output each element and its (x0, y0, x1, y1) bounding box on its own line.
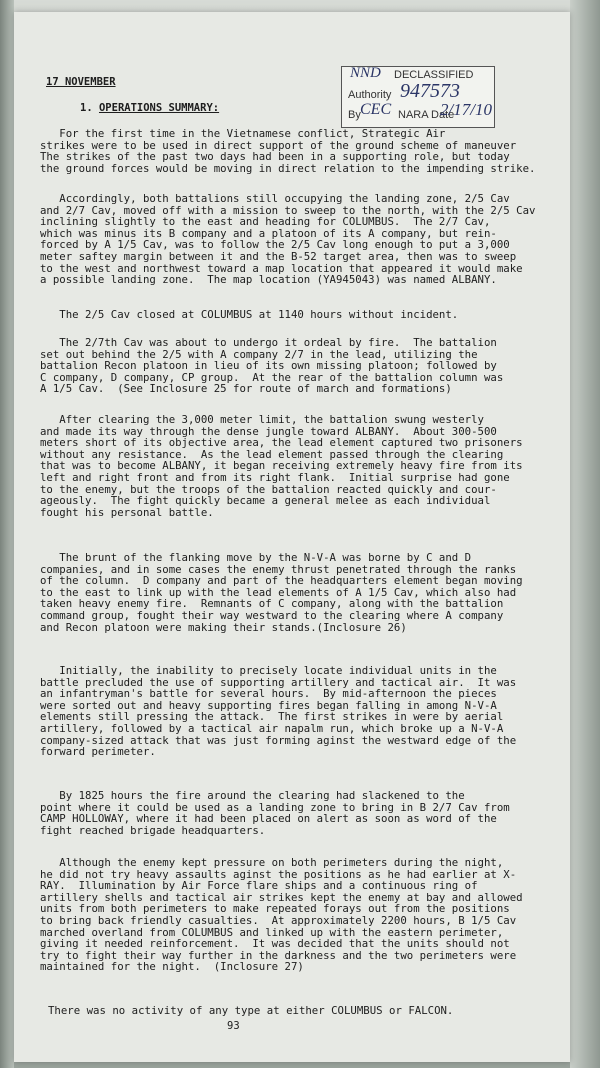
scan-background-right-edge (570, 0, 600, 1068)
paragraph-albany-contact: After clearing the 3,000 meter limit, the battalion swung westerly and made its way through the dense jungle toward ALBANY. About 300-500 meters short of its objective area, the lead element captured two prisoners without any resistance. As the lead element passed through the clearing that was to become ALBANY, it began receiving extremely heavy fire from its left and right front and from its right flank. Initial surprise had gone to the enemy, but the troops of the battalion reacted quickly and cour- ageously. The fight quickly became a general melee as each individual fought his personal battle. (40, 413, 523, 519)
page-number: 93 (227, 1020, 240, 1032)
stamp-by-label: By (348, 109, 361, 121)
section-number: 1. (80, 102, 93, 114)
section-heading (80, 102, 219, 114)
stamp-declassified-label: DECLASSIFIED (394, 69, 474, 81)
paragraph-no-activity: There was no activity of any type at either COLUMBUS or FALCON. (48, 1004, 454, 1017)
paragraph-night-perimeters: Although the enemy kept pressure on both perimeters during the night, he did not try heavy assaults aginst the positions as he had earlier at X- RAY. Illumination by Air Force flare ships and a continuous ring of artillery shells and tactical air strikes kept the enemy at bay and allowed units from both perimeters to make repeated forays out from the positions to bring back friendly casualties. At approximately 2200 hours, B 1/5 Cav marched overland from COLUMBUS and linked up with the eastern perimeter, giving it needed reinforcement. It was decided that the units should not try to fight their way further in the darkness and the two perimeters were maintained for the night. (Inclosure 27) (40, 856, 523, 974)
section-title: OPERATIONS SUMMARY: (98, 102, 220, 114)
paragraph-supporting-fires: Initially, the inability to precisely locate individual units in the battle precluded the use of supporting artillery and tactical air. It was an infantryman's battle for several hours. By mid-afternoon the pieces were sorted out and heavy supporting fires began falling in among N-V-A elements still pressing the attack. The first strikes in were by aerial artillery, followed by a tactical air napalm run, which broke up a N-V-A company-sized attack that was just forming aginst the westward edge of the forward perimeter. (40, 664, 517, 759)
paragraph-columbus-closure: The 2/5 Cav closed at COLUMBUS at 1140 hours without incident. (40, 308, 459, 321)
stamp-mark: NND (350, 65, 381, 81)
stamp-initials: CEC (360, 101, 392, 118)
paragraph-landing-zone: By 1825 hours the fire around the clearing had slackened to the point where it could be used as a landing zone to bring in B 2/7 Cav from CAMP HOLLOWAY, where it had been placed on alert as soon as word of the fight reached brigade headquarters. (40, 789, 510, 837)
stamp-authority-number: 947573 (400, 80, 460, 102)
paragraph-ordeal-by-fire: The 2/7th Cav was about to undergo it ordeal by fire. The battalion set out behind the 2/5 with A company 2/7 in the lead, utilizing the battalion Recon platoon in lieu of its own missing platoon; followed by C company, D company, CP group. At the rear of the battalion column was A 1/5 Cav. (See Inclosure 25 for route of march and formations) (40, 336, 504, 396)
paragraph-strategic-air: For the first time in the Vietnamese conflict, Strategic Air strikes were to be used in direct support of the ground scheme of maneuver The strikes of the past two days had been in a supporting role, but today the ground forces would be moving in direct relation to the impending strike. (40, 127, 536, 175)
declassification-stamp (341, 66, 495, 128)
date-heading: 17 NOVEMBER (46, 76, 116, 88)
stamp-date: 2/17/10 (440, 100, 492, 119)
stamp-authority-label: Authority (348, 89, 392, 101)
paragraph-battalion-movement: Accordingly, both battalions still occupying the landing zone, 2/5 Cav and 2/7 Cav, moved off with a mission to sweep to the north, with the 2/5 Cav inclining slightly to the east and heading for COLUMBUS. The 2/7 Cav, which was minus its B company and a platoon of its A company, but rein- forced by A 1/5 Cav, was to follow the 2/5 Cav long enough to put a 3,000 meter saftey margin between it and the B-52 target area, then was to sweep to the west and northwest toward a map location that appeared it would make a possible landing zone. The map location (YA945043) was named ALBANY. (40, 192, 536, 287)
stamp-nara-date-label: NARA Date (398, 109, 455, 121)
scan-background-left-edge (0, 0, 14, 1068)
paragraph-flanking-move: The brunt of the flanking move by the N-V-A was borne by C and D companies, and in some cases the enemy thrust penetrated through the ranks of the column. D company and part of the headquarters element began moving to the east to link up with the lead elements of A 1/5 Cav, which also had taken heavy enemy fire. Remnants of C company, along with the battalion command group, fought their way westward to the clearing where A company and Recon platoon were making their stands.(Inclosure 26) (40, 551, 523, 634)
